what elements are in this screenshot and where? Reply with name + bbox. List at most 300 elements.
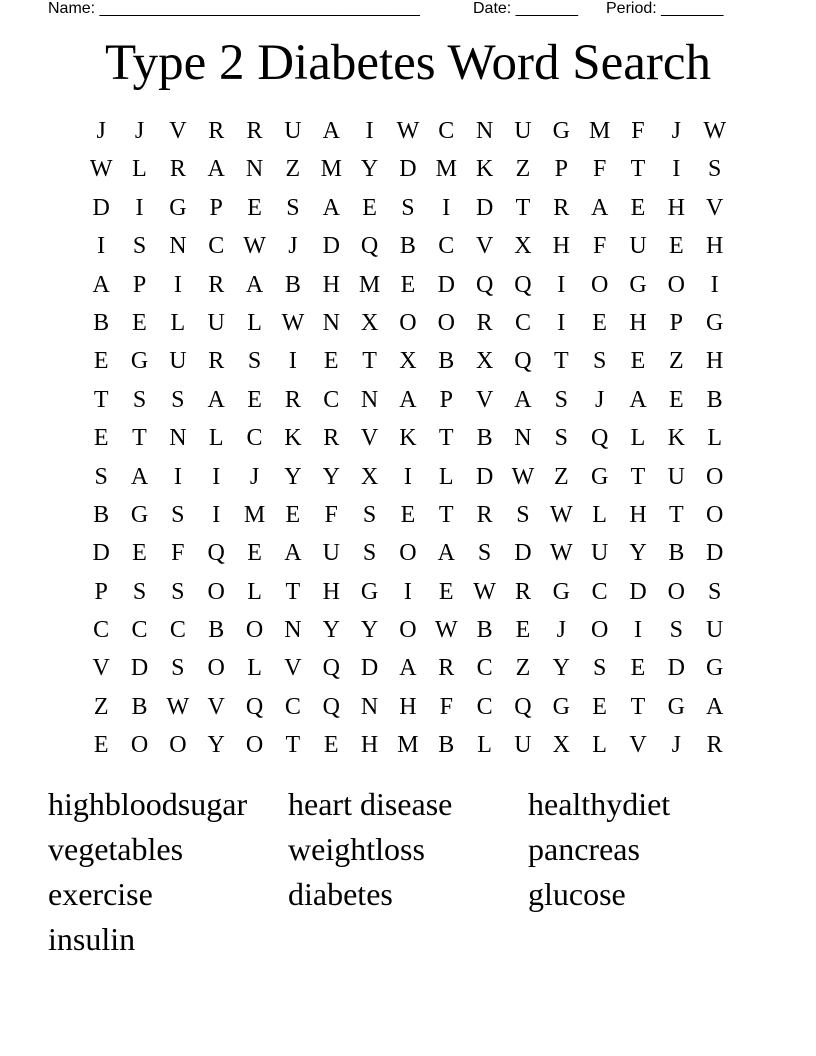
grid-letter[interactable]: F <box>592 156 607 183</box>
grid-letter[interactable]: A <box>706 693 724 720</box>
grid-letter[interactable]: N <box>514 425 532 452</box>
grid-letter[interactable]: S <box>286 194 300 221</box>
grid-letter[interactable]: V <box>706 194 724 221</box>
grid-letter[interactable]: E <box>247 386 262 413</box>
grid-letter[interactable]: H <box>322 271 340 298</box>
grid-letter[interactable]: B <box>284 271 301 298</box>
grid-letter[interactable]: P <box>132 271 147 298</box>
grid-letter[interactable]: U <box>514 732 532 759</box>
grid-letter[interactable]: R <box>706 732 723 759</box>
grid-letter[interactable]: M <box>435 156 457 183</box>
grid-letter[interactable]: E <box>362 194 377 221</box>
grid-letter[interactable]: S <box>707 156 722 183</box>
grid-letter[interactable]: M <box>397 732 419 759</box>
grid-row <box>82 152 734 190</box>
grid-letter[interactable]: U <box>284 118 302 144</box>
grid-letter[interactable]: U <box>590 540 609 567</box>
grid-letter[interactable]: Z <box>668 348 684 375</box>
grid-letter[interactable]: W <box>703 118 726 144</box>
grid-letter[interactable]: F <box>324 501 338 528</box>
grid-letter[interactable]: E <box>630 655 646 682</box>
grid-letter[interactable]: A <box>207 156 225 183</box>
grid-letter[interactable]: C <box>438 118 455 144</box>
grid-letter[interactable]: L <box>438 463 454 490</box>
grid-letter[interactable]: U <box>207 309 225 336</box>
grid-letter[interactable]: L <box>592 501 607 528</box>
grid-letter[interactable]: L <box>477 732 492 759</box>
grid-letter[interactable]: V <box>92 655 110 682</box>
grid-letter[interactable]: F <box>631 118 645 144</box>
grid-letter[interactable]: J <box>134 118 145 144</box>
grid-letter[interactable]: E <box>132 540 147 567</box>
grid-letter[interactable]: O <box>130 732 149 759</box>
grid-letter[interactable]: Q <box>245 693 264 720</box>
grid-letter[interactable]: J <box>249 463 260 490</box>
grid-letter[interactable]: C <box>246 425 263 452</box>
grid-letter[interactable]: H <box>629 309 647 336</box>
grid-letter[interactable]: A <box>322 118 340 144</box>
grid-letter[interactable]: L <box>208 425 224 452</box>
grid-letter[interactable]: X <box>514 233 532 260</box>
grid-letter[interactable]: I <box>173 463 182 490</box>
grid-letter[interactable]: A <box>92 271 110 298</box>
grid-letter[interactable]: R <box>208 118 225 144</box>
grid-letter[interactable]: S <box>362 540 377 567</box>
grid-letter[interactable]: T <box>285 578 301 605</box>
grid-letter[interactable]: G <box>169 194 187 221</box>
grid-letter[interactable]: I <box>442 194 451 221</box>
grid-letter[interactable]: A <box>284 540 302 567</box>
grid-letter[interactable]: T <box>630 463 646 490</box>
grid-letter[interactable]: I <box>557 271 566 298</box>
grid-letter[interactable]: D <box>130 655 149 682</box>
period-field[interactable]: Period: _______ <box>606 0 724 17</box>
grid-letter[interactable]: S <box>171 386 185 413</box>
grid-letter[interactable]: L <box>707 425 722 452</box>
grid-letter[interactable]: H <box>706 233 724 260</box>
grid-letter[interactable]: X <box>552 732 570 759</box>
grid-letter[interactable]: D <box>514 540 532 567</box>
grid-letter[interactable]: Q <box>514 271 532 298</box>
grid-letter[interactable]: V <box>207 693 225 720</box>
grid-letter[interactable]: O <box>245 732 264 759</box>
grid-letter[interactable]: T <box>438 425 454 452</box>
grid-letter[interactable]: C <box>323 386 340 413</box>
grid-letter[interactable]: Y <box>552 655 570 682</box>
grid-letter[interactable]: E <box>93 732 109 759</box>
grid-letter[interactable]: I <box>403 578 412 605</box>
grid-row <box>82 575 734 613</box>
grid-letter[interactable]: F <box>592 233 607 260</box>
grid-letter[interactable]: O <box>706 463 724 490</box>
grid-letter[interactable]: T <box>132 425 147 452</box>
grid-letter[interactable]: S <box>477 540 492 567</box>
grid-letter[interactable]: W <box>89 156 113 183</box>
grid-letter[interactable]: L <box>592 732 607 759</box>
grid-letter[interactable]: Q <box>360 233 379 260</box>
grid-letter[interactable]: I <box>212 501 221 528</box>
grid-letter[interactable]: E <box>400 501 416 528</box>
grid-letter[interactable]: O <box>437 309 455 336</box>
grid-letter[interactable]: T <box>93 386 109 413</box>
grid-letter[interactable]: B <box>93 501 110 528</box>
grid-letter[interactable]: C <box>476 655 493 682</box>
grid-letter[interactable]: O <box>399 309 417 336</box>
grid-letter[interactable]: W <box>549 501 573 528</box>
grid-letter[interactable]: G <box>130 348 149 375</box>
grid-row <box>82 114 734 152</box>
grid-letter[interactable]: N <box>360 693 379 720</box>
grid-letter[interactable]: C <box>591 578 608 605</box>
grid-letter[interactable]: R <box>169 156 186 183</box>
grid-letter[interactable]: E <box>438 578 454 605</box>
grid-letter[interactable]: W <box>396 118 420 144</box>
grid-letter[interactable]: I <box>633 617 642 644</box>
grid-letter[interactable]: N <box>284 617 302 644</box>
grid-letter[interactable]: Z <box>285 156 301 183</box>
grid-letter[interactable]: Z <box>93 693 109 720</box>
grid-letter[interactable]: L <box>170 309 186 336</box>
grid-letter[interactable]: S <box>94 463 108 490</box>
grid-letter[interactable]: B <box>476 425 493 452</box>
grid-letter[interactable]: T <box>630 693 646 720</box>
grid-letter[interactable]: V <box>360 425 379 452</box>
grid-letter[interactable]: Z <box>515 655 531 682</box>
grid-letter[interactable]: E <box>323 732 339 759</box>
grid-letter[interactable]: D <box>322 233 340 260</box>
grid-letter[interactable]: U <box>667 463 685 490</box>
grid-row <box>82 344 734 382</box>
grid-letter[interactable]: Y <box>322 463 340 490</box>
grid-letter[interactable]: E <box>668 386 684 413</box>
grid-letter[interactable]: M <box>243 501 266 528</box>
grid-letter[interactable]: V <box>475 386 494 413</box>
grid-letter[interactable]: T <box>630 156 646 183</box>
grid-letter[interactable]: I <box>710 271 719 298</box>
grid-letter[interactable]: S <box>707 578 722 605</box>
grid-letter[interactable]: O <box>245 617 264 644</box>
grid-letter[interactable]: T <box>438 501 454 528</box>
grid-letter[interactable]: R <box>323 425 340 452</box>
grid-letter[interactable]: B <box>668 540 685 567</box>
grid-letter[interactable]: B <box>93 309 110 336</box>
grid-letter[interactable]: G <box>629 271 647 298</box>
grid-letter[interactable]: R <box>284 386 301 413</box>
grid-letter[interactable]: G <box>360 578 379 605</box>
grid-letter[interactable]: P <box>94 578 108 605</box>
grid-letter[interactable]: S <box>171 501 185 528</box>
grid-letter[interactable]: O <box>590 617 609 644</box>
grid-letter[interactable]: E <box>630 194 646 221</box>
grid-letter[interactable]: G <box>552 118 570 144</box>
grid-letter[interactable]: H <box>322 578 340 605</box>
grid-letter[interactable]: P <box>209 194 223 221</box>
grid-letter[interactable]: Y <box>284 463 302 490</box>
grid-letter[interactable]: H <box>399 693 417 720</box>
grid-letter[interactable]: W <box>166 693 190 720</box>
grid-letter[interactable]: V <box>629 732 647 759</box>
grid-letter[interactable]: O <box>207 655 225 682</box>
grid-letter[interactable]: D <box>475 463 494 490</box>
grid-letter[interactable]: B <box>476 617 493 644</box>
grid-letter[interactable]: T <box>285 732 301 759</box>
grid-letter[interactable]: X <box>399 348 417 375</box>
grid-letter[interactable]: C <box>514 309 531 336</box>
grid-letter[interactable]: O <box>207 578 225 605</box>
grid-letter[interactable]: Y <box>207 732 225 759</box>
grid-letter[interactable]: J <box>671 732 681 759</box>
grid-letter[interactable]: V <box>284 655 302 682</box>
grid-letter[interactable]: A <box>629 386 647 413</box>
grid-letter[interactable]: G <box>706 655 724 682</box>
grid-letter[interactable]: L <box>247 578 262 605</box>
grid-letter[interactable]: C <box>93 617 110 644</box>
grid-letter[interactable]: Q <box>322 655 340 682</box>
grid-letter[interactable]: A <box>130 463 149 490</box>
grid-letter[interactable]: R <box>208 271 225 298</box>
grid-letter[interactable]: G <box>706 309 724 336</box>
grid-letter[interactable]: R <box>553 194 570 221</box>
grid-letter[interactable]: A <box>399 655 417 682</box>
grid-letter[interactable]: Q <box>590 425 609 452</box>
grid-letter[interactable]: S <box>171 578 185 605</box>
grid-letter[interactable]: A <box>590 194 609 221</box>
grid-letter[interactable]: S <box>132 386 147 413</box>
grid-letter[interactable]: F <box>439 693 453 720</box>
grid-letter[interactable]: I <box>365 118 374 144</box>
grid-letter[interactable]: I <box>288 348 297 375</box>
grid-letter[interactable]: N <box>322 309 340 336</box>
grid-letter[interactable]: T <box>668 501 684 528</box>
grid-letter[interactable]: S <box>554 386 568 413</box>
grid-letter[interactable]: B <box>131 693 148 720</box>
grid-letter[interactable]: I <box>557 309 566 336</box>
grid-letter[interactable]: T <box>515 194 531 221</box>
grid-letter[interactable]: U <box>629 233 647 260</box>
grid-letter[interactable]: D <box>360 655 379 682</box>
grid-row <box>82 229 734 267</box>
grid-letter[interactable]: H <box>360 732 379 759</box>
grid-letter[interactable]: I <box>97 233 106 260</box>
grid-letter[interactable]: R <box>208 348 225 375</box>
grid-letter[interactable]: A <box>437 540 455 567</box>
grid-letter[interactable]: Q <box>514 693 532 720</box>
grid-letter[interactable]: J <box>96 118 106 144</box>
grid-letter[interactable]: Z <box>515 156 531 183</box>
grid-letter[interactable]: G <box>590 463 609 490</box>
grid-letter[interactable]: G <box>552 693 570 720</box>
grid-letter[interactable]: R <box>514 578 531 605</box>
grid-letter[interactable]: S <box>592 348 607 375</box>
grid-letter[interactable]: H <box>552 233 570 260</box>
grid-letter[interactable]: N <box>475 118 494 144</box>
grid-letter[interactable]: E <box>592 309 607 336</box>
grid-letter[interactable]: S <box>592 655 607 682</box>
grid-letter[interactable]: P <box>554 156 568 183</box>
grid-letter[interactable]: E <box>668 233 684 260</box>
grid-row <box>82 651 734 689</box>
grid-letter[interactable]: D <box>399 156 417 183</box>
grid-letter[interactable]: E <box>93 348 109 375</box>
grid-letter[interactable]: V <box>475 233 494 260</box>
grid-letter[interactable]: W <box>549 540 573 567</box>
grid-letter[interactable]: P <box>439 386 453 413</box>
grid-letter[interactable]: H <box>706 348 724 375</box>
grid-letter[interactable]: Y <box>322 617 340 644</box>
grid-letter[interactable]: E <box>323 348 339 375</box>
grid-row <box>82 498 734 536</box>
grid-letter[interactable]: K <box>399 425 417 452</box>
grid-letter[interactable]: S <box>516 501 530 528</box>
grid-letter[interactable]: U <box>169 348 187 375</box>
grid-letter[interactable]: I <box>212 463 221 490</box>
grid-letter[interactable]: F <box>171 540 185 567</box>
grid-letter[interactable]: M <box>588 118 611 144</box>
grid-letter[interactable]: H <box>667 194 685 221</box>
grid-letter[interactable]: S <box>362 501 377 528</box>
grid-letter[interactable]: O <box>667 578 685 605</box>
grid-letter[interactable]: C <box>131 617 148 644</box>
grid-letter[interactable]: X <box>475 348 494 375</box>
grid-letter[interactable]: M <box>358 271 381 298</box>
grid-letter[interactable]: B <box>208 617 225 644</box>
grid-letter[interactable]: Z <box>553 463 569 490</box>
grid-letter[interactable]: E <box>285 501 301 528</box>
grid-letter[interactable]: B <box>438 732 455 759</box>
grid-letter[interactable]: E <box>247 540 262 567</box>
grid-letter[interactable]: N <box>169 425 187 452</box>
grid-letter[interactable]: R <box>438 655 455 682</box>
grid-letter[interactable]: V <box>169 118 187 144</box>
grid-letter[interactable]: Q <box>207 540 225 567</box>
grid-letter[interactable]: B <box>706 386 723 413</box>
grid-letter[interactable]: S <box>171 655 185 682</box>
grid-letter[interactable]: J <box>594 386 605 413</box>
grid-letter[interactable]: Y <box>629 540 647 567</box>
grid-letter[interactable]: L <box>132 156 147 183</box>
grid-letter[interactable]: E <box>515 617 531 644</box>
grid-letter[interactable]: O <box>169 732 187 759</box>
grid-letter[interactable]: R <box>246 118 263 144</box>
grid-letter[interactable]: J <box>671 118 681 144</box>
grid-letter[interactable]: G <box>552 578 570 605</box>
grid-letter[interactable]: C <box>438 233 455 260</box>
grid-letter[interactable]: S <box>132 578 147 605</box>
grid-letter[interactable]: E <box>247 194 262 221</box>
grid-letter[interactable]: M <box>320 156 342 183</box>
grid-letter[interactable]: I <box>403 463 412 490</box>
grid-letter[interactable]: S <box>669 617 683 644</box>
grid-letter[interactable]: S <box>401 194 415 221</box>
grid-letter[interactable]: D <box>437 271 455 298</box>
grid-letter[interactable]: E <box>93 425 109 452</box>
grid-letter[interactable]: O <box>399 540 417 567</box>
grid-letter[interactable]: N <box>245 156 264 183</box>
grid-letter[interactable]: D <box>629 578 647 605</box>
grid-letter[interactable]: E <box>592 693 607 720</box>
grid-letter[interactable]: C <box>284 693 301 720</box>
grid-letter[interactable]: Q <box>475 271 494 298</box>
grid-letter[interactable]: O <box>667 271 685 298</box>
grid-letter[interactable]: W <box>243 233 266 260</box>
grid-letter[interactable]: D <box>706 540 724 567</box>
grid-letter[interactable]: D <box>92 540 110 567</box>
grid-letter[interactable]: L <box>247 309 262 336</box>
grid-letter[interactable]: R <box>476 309 493 336</box>
grid-letter[interactable]: X <box>360 309 379 336</box>
grid-letter[interactable]: N <box>360 386 379 413</box>
grid-letter[interactable]: T <box>362 348 377 375</box>
grid-letter[interactable]: Q <box>322 693 340 720</box>
grid-letter[interactable]: C <box>208 233 225 260</box>
grid-letter[interactable]: W <box>434 617 458 644</box>
grid-letter[interactable]: K <box>475 156 494 183</box>
grid-letter[interactable]: K <box>667 425 685 452</box>
grid-letter[interactable]: A <box>399 386 417 413</box>
grid-letter[interactable]: R <box>476 501 493 528</box>
grid-letter[interactable]: Q <box>514 348 532 375</box>
grid-letter[interactable]: D <box>475 194 494 221</box>
grid-letter[interactable]: E <box>132 309 147 336</box>
grid-letter[interactable]: O <box>399 617 417 644</box>
grid-letter[interactable]: A <box>322 194 340 221</box>
grid-letter[interactable]: E <box>400 271 416 298</box>
grid-letter[interactable]: K <box>284 425 302 452</box>
grid-letter[interactable]: I <box>173 271 182 298</box>
grid-letter[interactable]: H <box>629 501 647 528</box>
grid-letter[interactable]: L <box>630 425 646 452</box>
grid-letter[interactable]: D <box>92 194 110 221</box>
grid-letter[interactable]: O <box>706 501 724 528</box>
grid-letter[interactable]: O <box>590 271 609 298</box>
grid-letter[interactable]: W <box>473 578 496 605</box>
grid-letter[interactable]: C <box>169 617 186 644</box>
grid-letter[interactable]: E <box>630 348 646 375</box>
grid-letter[interactable]: A <box>245 271 264 298</box>
date-field[interactable]: Date: _______ <box>473 0 578 17</box>
grid-letter[interactable]: I <box>672 156 681 183</box>
grid-letter[interactable]: G <box>130 501 149 528</box>
name-field[interactable]: Name: ____________________________________ <box>48 0 420 17</box>
grid-letter[interactable]: D <box>667 655 685 682</box>
grid-letter[interactable]: J <box>556 617 566 644</box>
grid-letter[interactable]: B <box>399 233 416 260</box>
grid-letter[interactable]: U <box>514 118 532 144</box>
grid-letter[interactable]: G <box>667 693 685 720</box>
grid-letter[interactable]: L <box>247 655 262 682</box>
grid-letter[interactable]: J <box>288 233 298 260</box>
grid-letter[interactable]: Y <box>360 617 379 644</box>
grid-letter[interactable]: N <box>169 233 187 260</box>
grid-letter[interactable]: U <box>706 617 724 644</box>
grid-letter[interactable]: X <box>360 463 379 490</box>
grid-letter[interactable]: S <box>554 425 568 452</box>
grid-letter[interactable]: Y <box>360 156 379 183</box>
grid-letter[interactable]: S <box>132 233 147 260</box>
grid-letter[interactable]: S <box>247 348 262 375</box>
word-bank-item: healthydiet <box>528 786 671 822</box>
grid-letter[interactable]: I <box>135 194 144 221</box>
grid-letter[interactable]: T <box>553 348 569 375</box>
grid-letter[interactable]: U <box>322 540 340 567</box>
grid-letter[interactable]: C <box>476 693 493 720</box>
grid-letter[interactable]: W <box>281 309 305 336</box>
grid-letter[interactable]: B <box>438 348 455 375</box>
grid-letter[interactable]: A <box>514 386 532 413</box>
grid-letter[interactable]: A <box>207 386 225 413</box>
grid-letter[interactable]: P <box>669 309 683 336</box>
grid-letter[interactable]: W <box>511 463 535 490</box>
